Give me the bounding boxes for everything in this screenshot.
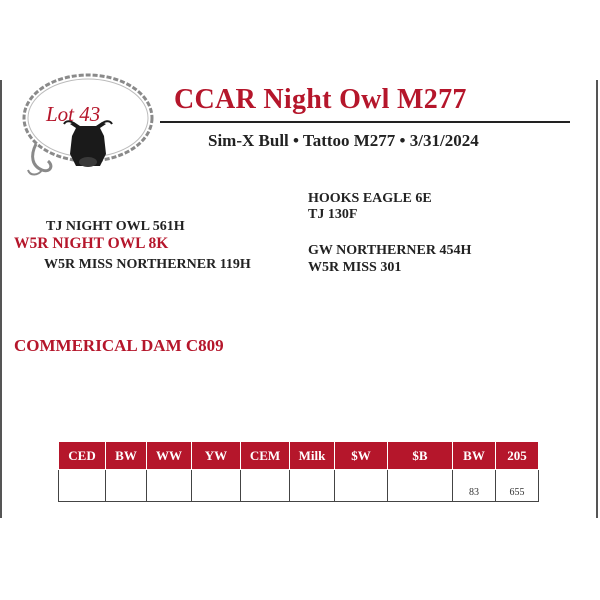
epd-header-205: 205 [496,442,539,470]
pedigree-sire-sire: TJ NIGHT OWL 561H [46,219,185,234]
epd-header-milk: Milk [290,442,335,470]
epd-table [58,441,539,502]
dam-label: COMMERICAL DAM C809 [14,336,224,355]
epd-header-yw: YW [192,442,241,470]
epd-header-dollar-b: $B [388,442,453,470]
epd-value-dollar-w [335,470,388,502]
animal-subtitle: Sim-X Bull • Tattoo M277 • 3/31/2024 [208,131,479,150]
page-title: CCAR Night Owl M277 [174,84,467,115]
epd-header-dollar-w: $W [335,442,388,470]
pedigree-sire-dam: W5R MISS NORTHERNER 119H [44,257,251,272]
lot-label: Lot 43 [46,102,101,126]
pedigree-sire-sire-dam: TJ 130F [308,207,358,222]
epd-value-ced [59,470,106,502]
epd-header-cem: CEM [241,442,290,470]
epd-value-ww [147,470,192,502]
epd-value-dollar-b [388,470,453,502]
pedigree-sire-sire-sire: HOOKS EAGLE 6E [308,191,432,206]
epd-value-bw [106,470,147,502]
epd-header-ww: WW [147,442,192,470]
epd-header-ced: CED [59,442,106,470]
epd-value-actual-bw: 83 [453,470,496,502]
epd-header-bw: BW [106,442,147,470]
epd-value-yw [192,470,241,502]
pedigree-sire: W5R NIGHT OWL 8K [14,235,169,252]
epd-header-actual-bw: BW [453,442,496,470]
pedigree-sire-dam-dam: W5R MISS 301 [308,260,402,275]
epd-value-row [59,470,539,502]
epd-value-cem [241,470,290,502]
epd-header-row [59,442,539,470]
epd-value-205: 655 [496,470,539,502]
title-divider [160,121,570,123]
epd-value-milk [290,470,335,502]
pedigree-sire-dam-sire: GW NORTHERNER 454H [308,243,472,258]
